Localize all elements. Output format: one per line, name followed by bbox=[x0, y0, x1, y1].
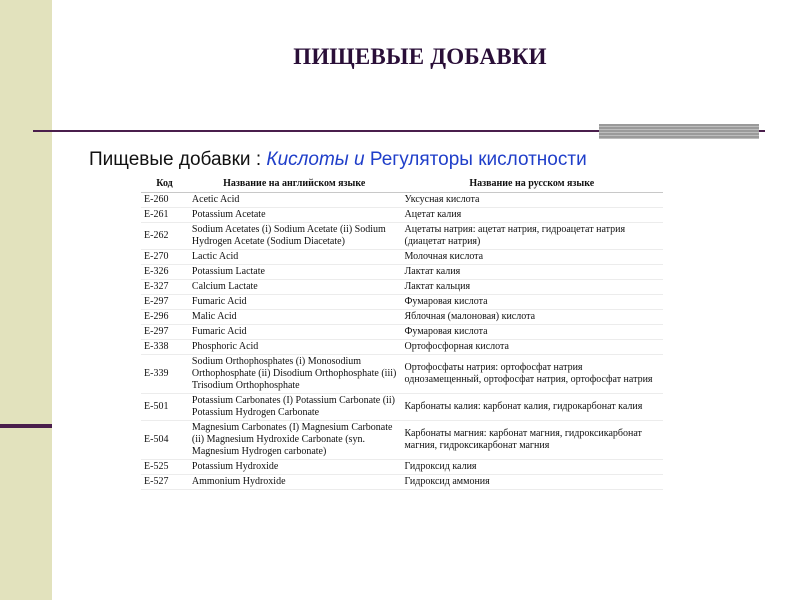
cell-en: Potassium Acetate bbox=[188, 208, 401, 223]
cell-code: E-296 bbox=[141, 310, 188, 325]
cell-en: Sodium Orthophosphates (i) Monosodium Orthophosphate (ii) Disodium Orthophosphate (iii) Trisodium Orthophosphate bbox=[188, 355, 401, 394]
cell-ru: Карбонаты калия: карбонат калия, гидрокарбонат калия bbox=[401, 394, 663, 421]
cell-ru: Ортофосфорная кислота bbox=[401, 340, 663, 355]
table-row bbox=[141, 280, 663, 295]
slide-subtitle bbox=[89, 149, 587, 173]
table-row bbox=[141, 421, 663, 460]
table-body bbox=[141, 193, 663, 490]
cell-en: Phosphoric Acid bbox=[188, 340, 401, 355]
cell-en: Fumaric Acid bbox=[188, 295, 401, 310]
cell-ru: Молочная кислота bbox=[401, 250, 663, 265]
cell-ru: Ацетаты натрия: ацетат натрия, гидроацетат натрия (диацетат натрия) bbox=[401, 223, 663, 250]
table-row bbox=[141, 355, 663, 394]
cell-en: Potassium Lactate bbox=[188, 265, 401, 280]
table-row bbox=[141, 325, 663, 340]
left-decor-bar bbox=[0, 0, 52, 600]
table-row bbox=[141, 475, 663, 490]
additives-table bbox=[141, 175, 663, 490]
cell-ru: Ацетат калия bbox=[401, 208, 663, 223]
cell-en: Potassium Carbonates (I) Potassium Carbonate (ii) Potassium Hydrogen Carbonate bbox=[188, 394, 401, 421]
cell-ru: Ортофосфаты натрия: ортофосфат натрия однозамещенный, ортофосфат натрия, ортофосфат натрия bbox=[401, 355, 663, 394]
cell-code: E-501 bbox=[141, 394, 188, 421]
table-header-row bbox=[141, 175, 663, 193]
table-row bbox=[141, 265, 663, 280]
cell-code: E-270 bbox=[141, 250, 188, 265]
cell-code: E-261 bbox=[141, 208, 188, 223]
cell-code: E-327 bbox=[141, 280, 188, 295]
cell-en: Calcium Lactate bbox=[188, 280, 401, 295]
slide-title: ПИЩЕВЫЕ ДОБАВКИ bbox=[293, 44, 547, 69]
cell-code: E-260 bbox=[141, 193, 188, 208]
cell-en: Malic Acid bbox=[188, 310, 401, 325]
table-row bbox=[141, 295, 663, 310]
table-row bbox=[141, 193, 663, 208]
cell-ru: Гидроксид аммония bbox=[401, 475, 663, 490]
cell-code: E-262 bbox=[141, 223, 188, 250]
cell-ru: Лактат калия bbox=[401, 265, 663, 280]
left-accent-line bbox=[0, 424, 52, 428]
cell-ru: Карбонаты магния: карбонат магния, гидроксикарбонат магния, гидроксикарбонат магния bbox=[401, 421, 663, 460]
additives-table-container bbox=[141, 175, 663, 582]
subtitle-rest: Регуляторы кислотности bbox=[369, 149, 587, 170]
cell-en: Fumaric Acid bbox=[188, 325, 401, 340]
cell-ru: Яблочная (малоновая) кислота bbox=[401, 310, 663, 325]
cell-code: E-527 bbox=[141, 475, 188, 490]
cell-en: Acetic Acid bbox=[188, 193, 401, 208]
header-russian-name: Название на русском языке bbox=[401, 175, 663, 193]
subtitle-italic: Кислоты и bbox=[266, 149, 365, 170]
table-row bbox=[141, 394, 663, 421]
cell-en: Potassium Hydroxide bbox=[188, 460, 401, 475]
cell-code: E-297 bbox=[141, 325, 188, 340]
cell-en: Lactic Acid bbox=[188, 250, 401, 265]
table-row bbox=[141, 223, 663, 250]
cell-code: E-297 bbox=[141, 295, 188, 310]
header-english-name: Название на английском языке bbox=[188, 175, 401, 193]
cell-ru: Лактат кальция bbox=[401, 280, 663, 295]
cell-en: Magnesium Carbonates (I) Magnesium Carbonate (ii) Magnesium Hydroxide Carbonate (syn. Magnesium Hydrogen carbonate) bbox=[188, 421, 401, 460]
table-row bbox=[141, 340, 663, 355]
cell-en: Sodium Acetates (i) Sodium Acetate (ii) Sodium Hydrogen Acetate (Sodium Diacetate) bbox=[188, 223, 401, 250]
cell-en: Ammonium Hydroxide bbox=[188, 475, 401, 490]
cell-ru: Гидроксид калия bbox=[401, 460, 663, 475]
cell-code: E-504 bbox=[141, 421, 188, 460]
cell-code: E-326 bbox=[141, 265, 188, 280]
cell-ru: Уксусная кислота bbox=[401, 193, 663, 208]
table-row bbox=[141, 208, 663, 223]
cell-ru: Фумаровая кислота bbox=[401, 325, 663, 340]
table-row bbox=[141, 310, 663, 325]
cell-code: E-525 bbox=[141, 460, 188, 475]
header-code: Код bbox=[141, 175, 188, 193]
cell-code: E-339 bbox=[141, 355, 188, 394]
table-row bbox=[141, 250, 663, 265]
cell-ru: Фумаровая кислота bbox=[401, 295, 663, 310]
table-row bbox=[141, 460, 663, 475]
cell-code: E-338 bbox=[141, 340, 188, 355]
divider-striped-block bbox=[599, 124, 759, 139]
subtitle-prefix: Пищевые добавки : bbox=[89, 149, 262, 170]
